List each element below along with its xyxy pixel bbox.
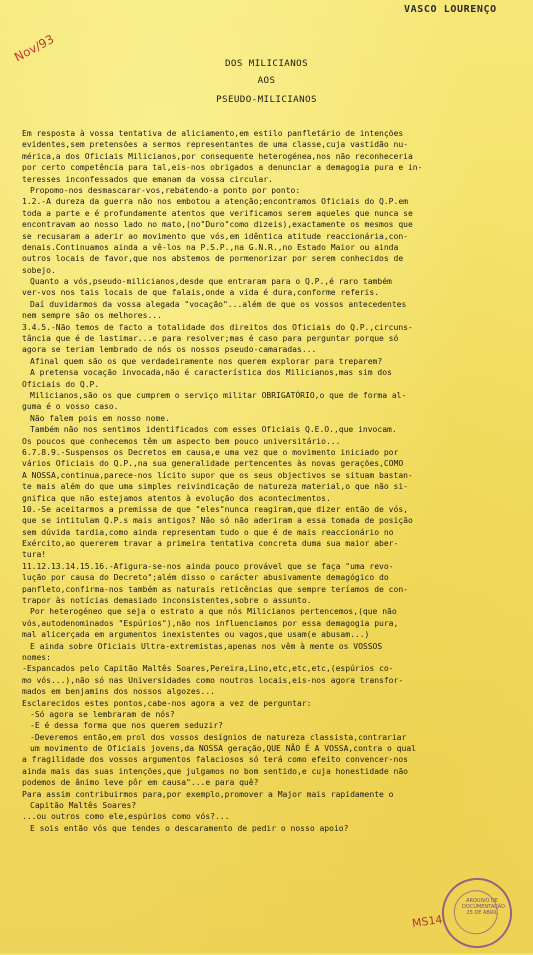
archive-stamp-text: ARQUIVO DE DOCUMENTAÇÃO 25 DE ABRIL [462,898,505,916]
body-line: A pretensa vocação invocada,não é característica dos Milicianos,mas sim dos [30,368,392,378]
body-line: trapor às notícias demasiado inconsistentes,sobre o assunto. [22,596,312,606]
body-line: Esclarecidos estes pontos,cabe-nos agora a vez de perguntar: [22,698,312,708]
body-line: tância que é de lastimar...e para resolver;mas é caso para perguntar porque só [22,334,399,344]
body-line: vários Oficiais do Q.P.,na sua generalidade pertencentes às novas gerações,COMO [22,459,404,469]
body-line: gnifica que não estejamos atentos à evolução dos acontecimentos. [22,493,331,503]
body-line: denais.Continuamos ainda a vê-los na P.S.P.,na G.N.R.,no Estado Maior ou ainda [22,242,399,252]
body-line: 11.12.13.14.15.16.-Afigura-se-nos ainda pouco provável que se faça "uma revo- [22,561,394,571]
body-line: Também não nos sentimos identificados com esses Oficiais Q.E.O.,que invocam. [30,425,397,435]
body-line: mados em benjamins dos nossos algozes... [22,687,215,697]
body-line: sobejo. [22,265,56,275]
document-body [22,128,522,834]
body-line: Não falem pois em nosso nome. [30,413,170,423]
title-line-2: AOS [257,75,276,86]
body-line: mérica,a dos Oficiais Milicianos,por consequente heterogénea,nos não reconheceria [22,151,413,161]
body-line: nem sempre são os melhores... [22,311,162,321]
body-line: Daí duvidarmos da vossa alegada "vocação"...além de que os vossos antecedentes [30,299,407,309]
body-line: encontravam ao nosso lado no mato,(no"Duro"como dizeis),exactamente os mesmos que [22,220,413,230]
body-line: 6.7.8.9.-Suspensos os Decretos em causa,e uma vez que o movimento iniciado por [22,447,399,457]
body-line: ainda mais das suas intenções,que julgamos no bom sentido,e cuja honestidade não [22,766,408,776]
body-line: 10.-Se aceitarmos a premissa de que "eles"nunca reagiram,que dizer então de vós, [22,504,408,514]
body-line: tura! [22,550,47,560]
body-line: evidentes,sem pretensões a sermos representantes de uma classe,cuja vastidão nu- [22,140,408,150]
body-line: se recusaram a aderir ao movimento que vós,em idêntica atitude reaccionária,con- [22,231,408,241]
body-line: Os poucos que conhecemos têm um aspecto bem pouco universitário... [22,436,341,446]
body-line: Exército,ao quererem travar a primeira tentativa concreta duma sua maior aber- [22,539,399,549]
body-line: panfleto,confirma-nos também as naturais reticências que sempre teríamos de con- [22,584,408,594]
body-line: E sois então vós que tendes o descaramento de pedir o nosso apoio? [30,823,349,833]
body-line: um movimento de Oficiais jovens,da NOSSA geração,QUE NÃO É A VOSSA,contra o qual [30,744,416,754]
body-line: 1.2.-A dureza da guerra não nos embotou a atenção;encontramos Oficiais do Q.P.em [22,197,408,207]
body-line: que se intitulam Q.P.s mais antigos? Não só não aderiram a essa tomada de posição [22,516,413,526]
body-line: vós,autodenominados "Espúrios"),não nos influenciamos por essa demagogia pura, [22,618,399,628]
body-line: Propomo-nos desmascarar-vos,rebatendo-a ponto por ponto: [30,185,301,195]
author-stamp: VASCO LOURENÇO [404,4,497,15]
body-line: te mais além do que uma simples reivindicação de natureza material,o que não si- [22,482,408,492]
body-line: lução por causa do Decreto";além disso o carácter abusivamente demagógico do [22,573,389,583]
body-line: Em resposta à vossa tentativa de aliciamento,em estilo panfletário de intenções [22,129,404,138]
body-line: ...ou outros como ele,espúrios como vós?... [22,812,230,822]
body-line: mo vós...),não só nas Universidades como noutros locais,eis-nos agora transfor- [22,675,404,685]
body-line: agora se teriam lembrado de nós os nossos pseudo-camaradas... [22,345,317,355]
body-line: A NOSSA,continua,parece-nos lícito supor que os seus objectivos se situam bastan- [22,470,413,480]
body-line: teresses inconfessados que emanam da vossa circular. [22,174,273,184]
body-line: por certo competência para tal,eis-nos obrigados a denunciar a demagogia pura e in- [22,163,423,173]
handwritten-reference: Nov/93 [12,31,57,65]
body-line: outros locais de favor,que nos abstemos de pormenorizar por serem conhecidos de [22,254,404,264]
body-line: -E é dessa forma que nos querem seduzir? [30,721,223,731]
body-line: Oficiais do Q.P. [22,379,100,389]
body-line: a fragilidade dos vossos argumentos falaciosos só terá como efeito convencer-nos [22,755,408,765]
body-line: E ainda sobre Oficiais Ultra-extremistas,apenas nos vêm à mente os VOSSOS [30,641,383,651]
body-line: 3.4.5.-Não temos de facto a totalidade dos direitos dos Oficiais do Q.P.,circuns- [22,322,413,332]
body-line: guma é o vosso caso. [22,402,119,412]
body-line: Milicianos,são os que cumprem o serviço militar OBRIGATÓRIO,o que de forma al- [30,390,407,400]
body-line: mal alicerçada em argumentos inexistentes ou vagos,que usam(e abusam...) [22,630,370,640]
body-line: -Só agora se lembraram de nós? [30,709,175,719]
body-line: Quanto a vós,pseudo-milicianos,desde que entraram para o Q.P.,é raro também [30,277,392,287]
body-line: sem dúvida tardia,como ainda representam tudo o que é de mais reaccionário no [22,527,394,537]
body-line: Afinal quem são os que verdadeiramente nos querem explorar para treparem? [30,356,383,366]
title-line-1: DOS MILICIANOS [224,58,309,69]
body-line: Capitão Maltês Soares? [30,801,137,811]
body-line: Por heterogéneo que seja o estrato a que nós Milicianos pertencemos,(que não [30,607,397,617]
body-line: Para assim contribuirmos para,por exemplo,promover a Major mais rapidamente o [22,789,394,799]
body-line: podemos de ânimo leve pôr em causa"...e para quê? [22,778,259,788]
body-line: ver-vos nos tais locais de que falais,onde a vida é dura,conforme referis. [22,288,380,298]
body-line: -Espancados pelo Capitão Maltês Soares,Pereira,Lino,etc,etc,etc,(espúrios co- [22,664,394,674]
body-line: toda a parte e é profundamente atentos que verificamos serem aqueles que nunca se [22,208,413,218]
body-line: nomes: [22,652,51,662]
handwritten-number: MS14 [411,912,444,931]
title-line-3: PSEUDO-MILICIANOS [216,94,317,105]
body-line: -Deveremos então,em prol dos vossos desígnios de natureza classista,contrariar [30,732,407,742]
